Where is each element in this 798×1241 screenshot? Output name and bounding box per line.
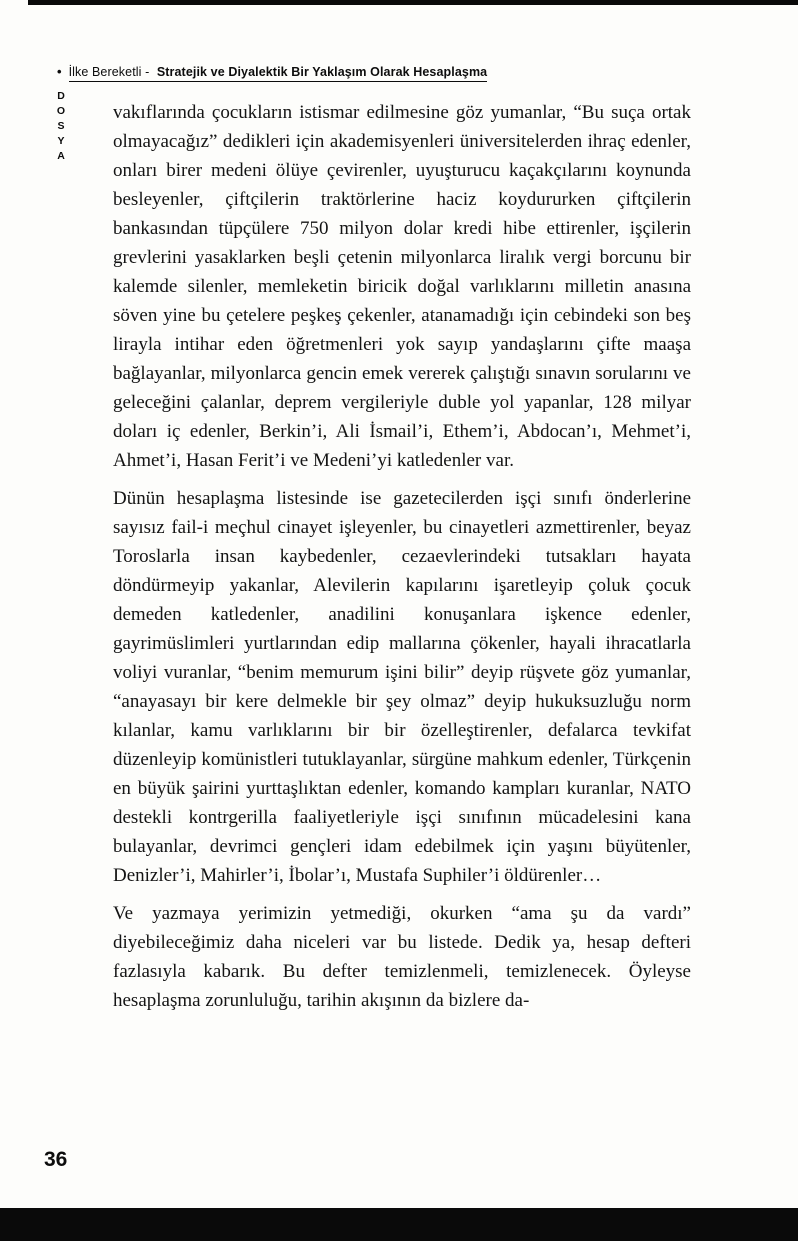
top-edge-bar xyxy=(28,0,798,5)
paragraph-3: Ve yazmaya yerimizin yetmediği, okurken “ama şu da vardı” diyebileceğimiz daha niceleri var bu listede. Dedik ya, hesap defteri fazlasıyla kabarık. Bu defter temizlenmeli, temizlenecek. Öyleyse hesaplaşma zorunluluğu, tarihin akışının da bizlere da- xyxy=(113,903,691,1011)
header-text xyxy=(69,65,488,82)
paragraph-1: vakıflarında çocukların istismar edilmesine göz yumanlar, “Bu suça ortak olmayacağız” dedikleri için akademisyenleri üniversitelerden ihraç edenler, onları birer medeni ölüye çevirenler, uyuşturucu kaçakçılarını koynunda besleyenler, çiftçilerin traktörlerine haciz koydururken çiftçilerin bankasından tüpçülere 750 milyon dolar kredi hibe ettirenler, işçilerin grevlerini yasaklarken beşli çetenin milyonlarca liralık vergi borcunu bir kalemde silenler, memleketin biricik doğal varlıklarını milletin anasına söven yine bu çetelere peşkeş çekenler, atanamadığı için cebindeki son beş lirayla intihar eden öğretmenleri yok sayıp yandaşlarını çifte maaşa bağlayanlar, milyonlarca gencin emek vererek çalıştığı sınavın sorularını ve geleceğini çalanlar, deprem vergileriyle duble yol yapanlar, 128 milyar doları iç edenler, Berkin’i, Ali İsmail’i, Ethem’i, Abdocan’ı, Mehmet’i, Ahmet’i, Hasan Ferit’i ve Medeni’yi katledenler var. xyxy=(113,102,691,471)
body-text-block xyxy=(113,98,691,1015)
bottom-edge-bar xyxy=(0,1208,798,1241)
page-number: 36 xyxy=(44,1148,68,1171)
header-author: İlke Bereketli - xyxy=(68,65,150,79)
paragraph-2: Dünün hesaplaşma listesinde ise gazetecilerden işçi sınıfı önderlerine sayısız fail-i meçhul cinayet işleyenler, bu cinayetleri azmettirenler, beyaz Toroslarla insan kaybedenler, cezaevlerindeki tutsakları hayata döndürmeyip yakanlar, Alevilerin kapılarını işaretleyip çoluk çocuk demeden katledenler, anadilini konuşanlara işkence edenler, gayrimüslimleri yurtlarından edip mallarına çökenler, hayali ihracatlarla voliyi vuranlar, “benim memurum işini bilir” deyip rüşvete göz yumanlar, “anayasayı bir kere delmekle bir şey olmaz” deyip hukuksuzluğu norm kılanlar, kamu varlıklarını bir bir özelleştirenler, defalarca tevkifat düzenleyip komünistleri tutuklayanlar, sürgüne mahkum edenler, Türkçenin en büyük şairini yurttaşlıktan edenler, komando kampları kuranlar, NATO destekli kontrgerilla faaliyetleriyle işçi sınıfının mücadelesini kana bulayanlar, devrimci gençleri idam edebilmek için yaşını büyütenler, Denizler’i, Mahirler’i, İbolar’ı, Mustafa Suphiler’i öldürenler… xyxy=(113,488,691,886)
header-chapter-title: Stratejik ve Diyalektik Bir Yaklaşım Olarak Hesaplaşma xyxy=(156,65,488,79)
header-bullet-icon: • xyxy=(57,64,62,79)
running-header xyxy=(57,64,487,82)
section-tag-dosya: DOSYA xyxy=(55,90,67,165)
